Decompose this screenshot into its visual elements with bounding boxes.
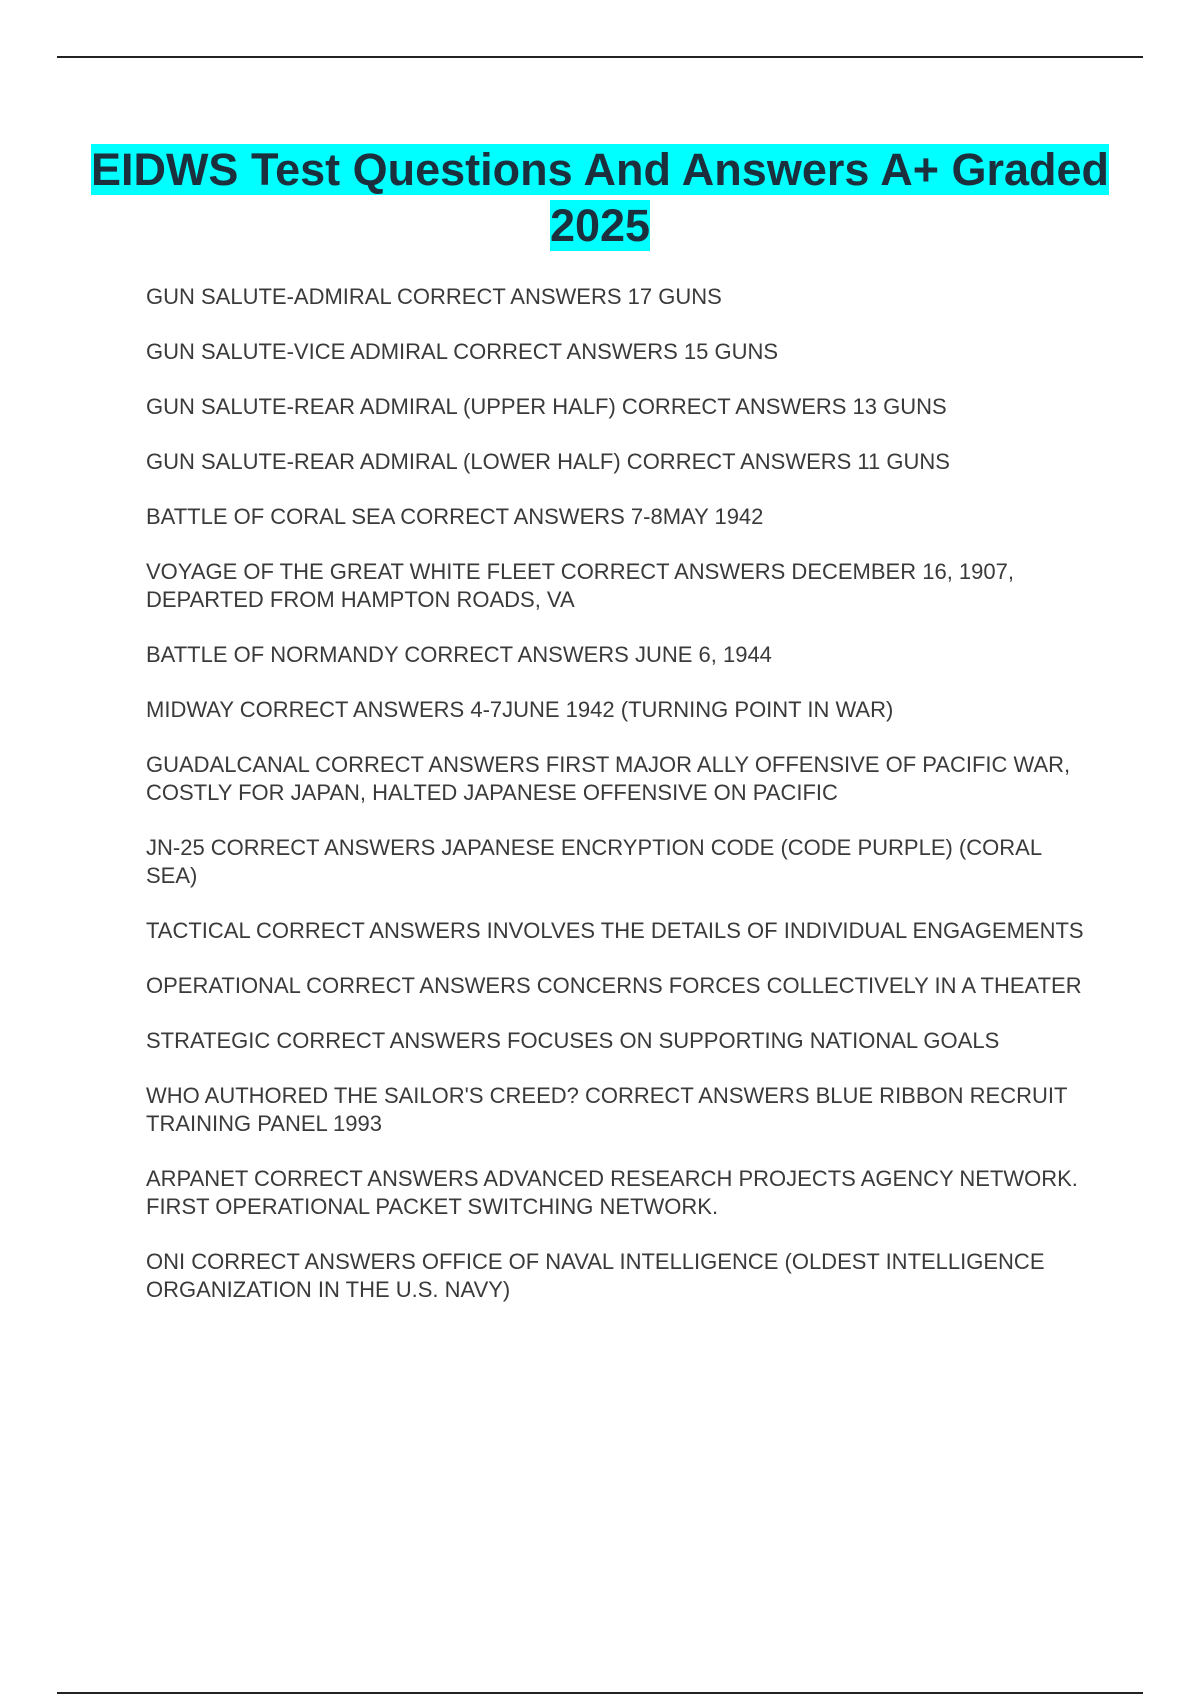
qa-entry: BATTLE OF NORMANDY CORRECT ANSWERS JUNE 6, 1944 [146,642,772,667]
qa-entry: GUN SALUTE-VICE ADMIRAL CORRECT ANSWERS 15 GUNS [146,339,779,364]
qa-entry: ARPANET CORRECT ANSWERS ADVANCED RESEARCH PROJECTS AGENCY NETWORK. FIRST OPERATIONAL PACKET SWITCHING NETWORK. [146,1166,1078,1219]
qa-entry: OPERATIONAL CORRECT ANSWERS CONCERNS FORCES COLLECTIVELY IN A THEATER [146,973,1082,998]
qa-entry: GUN SALUTE-REAR ADMIRAL (UPPER HALF) CORRECT ANSWERS 13 GUNS [146,394,947,419]
bottom-rule [57,1692,1143,1694]
top-rule [57,56,1143,58]
title-block [57,142,1143,254]
qa-entry: BATTLE OF CORAL SEA CORRECT ANSWERS 7-8MAY 1942 [146,504,764,529]
qa-list [146,283,1096,1331]
qa-entry: WHO AUTHORED THE SAILOR'S CREED? CORRECT ANSWERS BLUE RIBBON RECRUIT TRAINING PANEL 1993 [146,1083,1068,1136]
qa-entry: MIDWAY CORRECT ANSWERS 4-7JUNE 1942 (TURNING POINT IN WAR) [146,697,894,722]
qa-entry: TACTICAL CORRECT ANSWERS INVOLVES THE DETAILS OF INDIVIDUAL ENGAGEMENTS [146,918,1084,943]
qa-entry: GUN SALUTE-ADMIRAL CORRECT ANSWERS 17 GUNS [146,284,722,309]
document-title: EIDWS Test Questions And Answers A+ Graded 2025 [90,144,1110,251]
qa-entry: ONI CORRECT ANSWERS OFFICE OF NAVAL INTELLIGENCE (OLDEST INTELLIGENCE ORGANIZATION IN THE U.S. NAVY) [146,1249,1045,1302]
qa-entry: VOYAGE OF THE GREAT WHITE FLEET CORRECT ANSWERS DECEMBER 16, 1907, DEPARTED FROM HAMPTON ROADS, VA [146,559,1014,612]
qa-entry: GUN SALUTE-REAR ADMIRAL (LOWER HALF) CORRECT ANSWERS 11 GUNS [146,449,950,474]
qa-entry: JN-25 CORRECT ANSWERS JAPANESE ENCRYPTION CODE (CODE PURPLE) (CORAL SEA) [146,835,1042,888]
qa-entry: GUADALCANAL CORRECT ANSWERS FIRST MAJOR ALLY OFFENSIVE OF PACIFIC WAR, COSTLY FOR JAPAN, HALTED JAPANESE OFFENSIVE ON PACIFIC [146,752,1071,805]
qa-entry: STRATEGIC CORRECT ANSWERS FOCUSES ON SUPPORTING NATIONAL GOALS [146,1028,1000,1053]
